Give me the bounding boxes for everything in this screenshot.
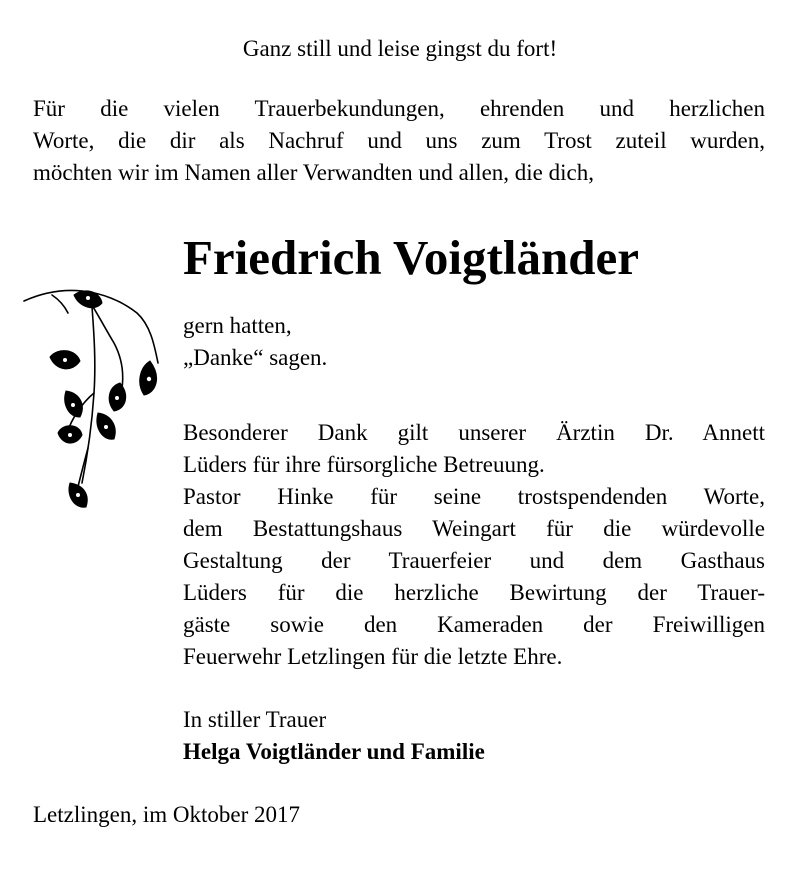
after-name-line-1: gern hatten,	[183, 313, 292, 338]
thanks-line-1: Besonderer Dank gilt unserer Ärztin Dr. Annett	[183, 420, 765, 445]
birch-branch-icon	[22, 283, 182, 523]
thanks-line-8: Feuerwehr Letzlingen für die letzte Ehre.	[183, 644, 563, 669]
thanks-line-3: Pastor Hinke für seine trostspendenden Worte,	[183, 484, 765, 509]
intro-line-1: Für die vielen Trauerbekundungen, ehrenden und herzlichen	[33, 96, 765, 121]
thanks-line-7: gäste sowie den Kameraden der Freiwilligen	[183, 612, 765, 637]
signature: Helga Voigtländer und Familie	[183, 739, 485, 764]
closing-phrase: In stiller Trauer	[183, 707, 327, 732]
after-name-line-2: „Danke“ sagen.	[183, 345, 328, 370]
thanks-line-5: Gestaltung der Trauerfeier und dem Gasthaus	[183, 548, 765, 573]
thanks-line-2: Lüders für ihre fürsorgliche Betreuung.	[183, 452, 545, 477]
thanks-line-6: Lüders für die herzliche Bewirtung der Trauer-	[183, 580, 765, 605]
opening-line: Ganz still und leise gingst du fort!	[242, 36, 558, 61]
thanks-line-4: dem Bestattungshaus Weingart für die würdevolle	[183, 516, 765, 541]
intro-line-3: möchten wir im Namen aller Verwandten und allen, die dich,	[33, 160, 594, 185]
place-date: Letzlingen, im Oktober 2017	[33, 802, 300, 827]
intro-line-2: Worte, die dir als Nachruf und uns zum Trost zuteil wurden,	[33, 128, 765, 153]
deceased-name: Friedrich Voigtländer	[183, 230, 639, 285]
